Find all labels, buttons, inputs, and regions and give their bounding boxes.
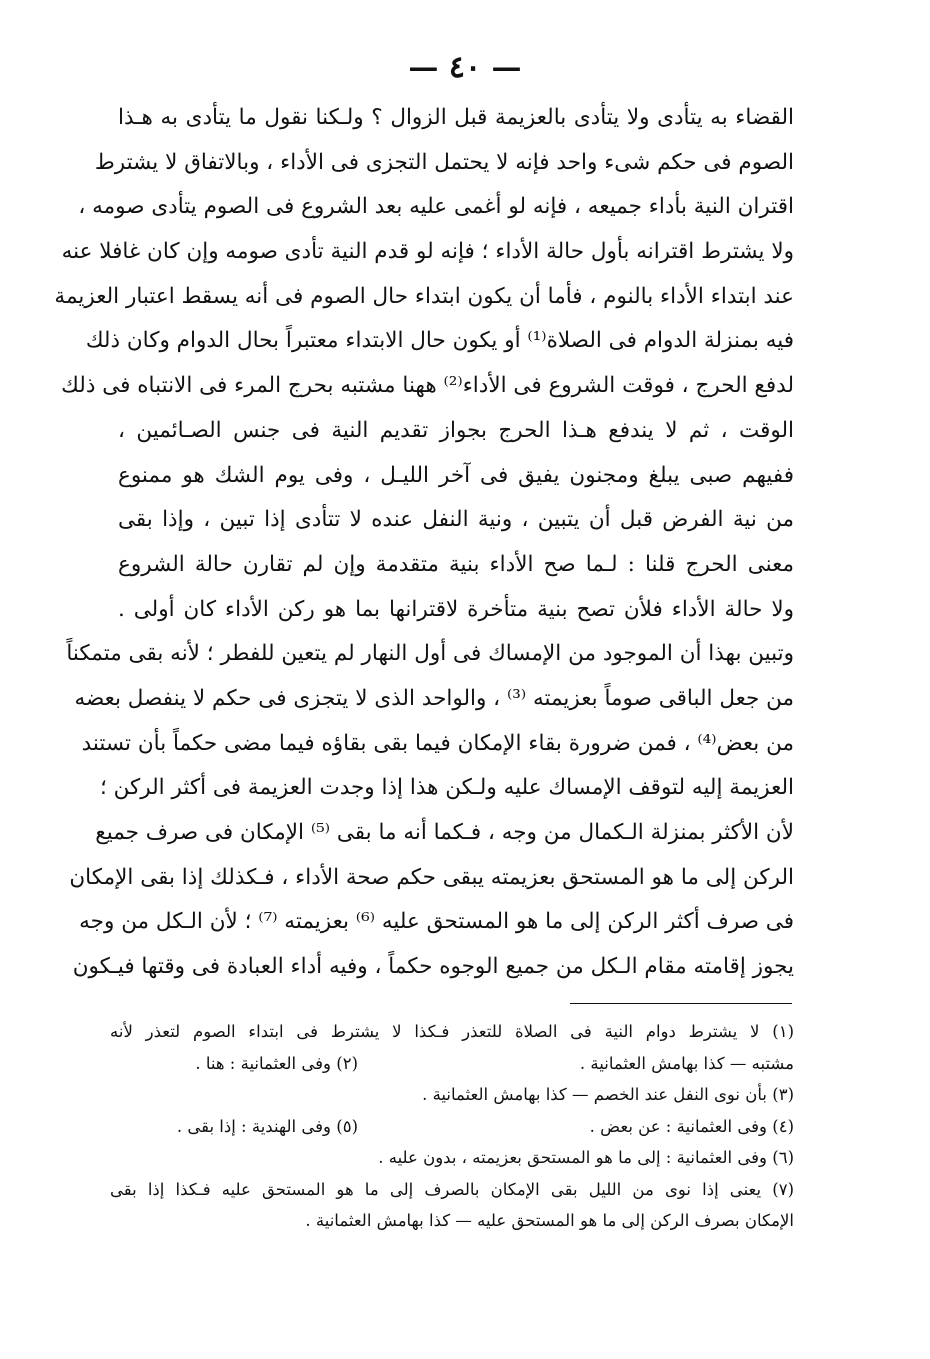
text-line: الوقت ، ثم لا يندفع هـذا الحرج بجواز تقديم النية فى جنس الصـائمين ،	[118, 417, 794, 443]
text-line: من بعض⁽⁴⁾ ، فمن ضرورة بقاء الإمكان فيما بقى بقاؤه فيما مضى حكماً بأن تستند	[81, 730, 794, 756]
text-line: من نية الفرض قبل أن يتبين ، ونية النفل عنده لا تتأدى إذا تبين ، وإذا بقى	[118, 507, 794, 533]
text-line: الركن إلى ما هو المستحق بعزيمته يبقى حكم صحة الأداء ، فـكذلك إذا بقى الإمكان	[69, 864, 794, 890]
footnote-6	[110, 1142, 794, 1174]
footnote-3	[110, 1079, 794, 1111]
page-number: — ٤٠ —	[408, 50, 522, 85]
text-line: القضاء به يتأدى ولا يتأدى بالعزيمة قبل الزوال ؟ ولـكنا نقول ما يتأدى به هـذا	[118, 105, 794, 130]
text-line: فيه بمنزلة الدوام فى الصلاة⁽¹⁾ أو يكون حال الابتداء معتبراً بحال الدوام وكان ذلك	[85, 328, 794, 354]
text-line: العزيمة إليه لتوقف الإمساك عليه ولـكن هذا إذا وجدت العزيمة فى أكثر الركن ؛	[100, 775, 794, 801]
text-line: اقتران النية بأداء جميعه ، فإنه لو أغمى عليه بعد الشروع فى الصوم يتأدى صومه ،	[78, 194, 794, 220]
footnote-3-text: (٣) بأن نوى النفل عند الخصم — كذا بهامش العثمانية .	[422, 1085, 794, 1104]
text-line: وتبين بهذا أن الموجود من الإمساك فى أول النهار لم يتعين للفطر ؛ لأنه بقى متمكناً	[66, 641, 794, 667]
footnote-row	[110, 1048, 794, 1080]
text-line: من جعل الباقى صوماً بعزيمته ⁽³⁾ ، والواحد الذى لا يتجزى فى حكم لا ينفصل بعضه	[74, 685, 794, 711]
text-line: ففيهم صبى يبلغ ومجنون يفيق فى آخر الليـل ، وفى يوم الشك هو ممنوع	[118, 462, 794, 488]
text-line: عند ابتداء الأداء بالنوم ، فأما أن يكون ابتداء حال الصوم فى أنه يسقط اعتبار العزيمة	[54, 283, 794, 309]
text-line: معنى الحرج قلنا : لـما صح الأداء بنية متقدمة وإن لم تقارن حالة الشروع	[118, 551, 794, 577]
footnote-5: (٥) وفى الهندية : إذا بقى .	[176, 1116, 358, 1136]
footnote-6-text: (٦) وفى العثمانية : إلى ما هو المستحق بعزيمته ، بدون عليه .	[378, 1148, 794, 1167]
text-line: ولا يشترط اقترانه بأول حالة الأداء ؛ فإنه لو قدم النية تأدى صومه وإن كان غافلا عنه	[61, 239, 794, 265]
footnotes	[110, 1016, 794, 1237]
text-line: لدفع الحرج ، فوقت الشروع فى الأداء⁽²⁾ ههنا مشتبه بحرج المرء فى الانتباه فى ذلك	[61, 373, 794, 399]
main-text	[54, 96, 794, 990]
footnote-divider	[570, 1003, 792, 1004]
text-line: الصوم فى حكم شىء واحد فإنه لا يحتمل التجزى فى الأداء ، وبالاتفاق لا يشترط	[94, 149, 794, 175]
text-line: فى صرف أكثر الركن إلى ما هو المستحق عليه ⁽⁶⁾ بعزيمته ⁽⁷⁾ ؛ لأن الـكل من وجه	[79, 909, 794, 935]
footnote-7-cont	[110, 1205, 794, 1237]
footnote-row	[110, 1111, 794, 1143]
footnote-2: (٢) وفى العثمانية : هنا .	[195, 1053, 358, 1073]
text-line: لأن الأكثر بمنزلة الـكمال من وجه ، فـكما أنه ما بقى ⁽⁵⁾ الإمكان فى صرف جميع	[95, 820, 794, 845]
footnote-4: (٤) وفى العثمانية : عن بعض .	[589, 1116, 794, 1136]
footnote-7: (٧) يعنى إذا نوى من الليل بقى الإمكان بالصرف إلى ما هو المستحق عليه فـكذا إذا بقى	[110, 1179, 794, 1199]
text-line: يجوز إقامته مقام الـكل من جميع الوجوه حكماً ، وفيه أداء العبادة فى وقتها فيـكون	[72, 954, 794, 980]
footnote-1-cont: مشتبه — كذا بهامش العثمانية .	[579, 1053, 794, 1073]
footnote-7-cont-text: الإمكان بصرف الركن إلى ما هو المستحق عليه — كذا بهامش العثمانية .	[305, 1211, 794, 1230]
footnote-1: (١) لا يشترط دوام النية فى الصلاة للتعذر فـكذا لا يشترط فى ابتداء الصوم لتعذر لأنه	[110, 1022, 794, 1041]
text-line: ولا حالة الأداء فلأن تصح بنية متأخرة لاقترانها بما هو ركن الأداء كان أولى .	[118, 596, 794, 622]
